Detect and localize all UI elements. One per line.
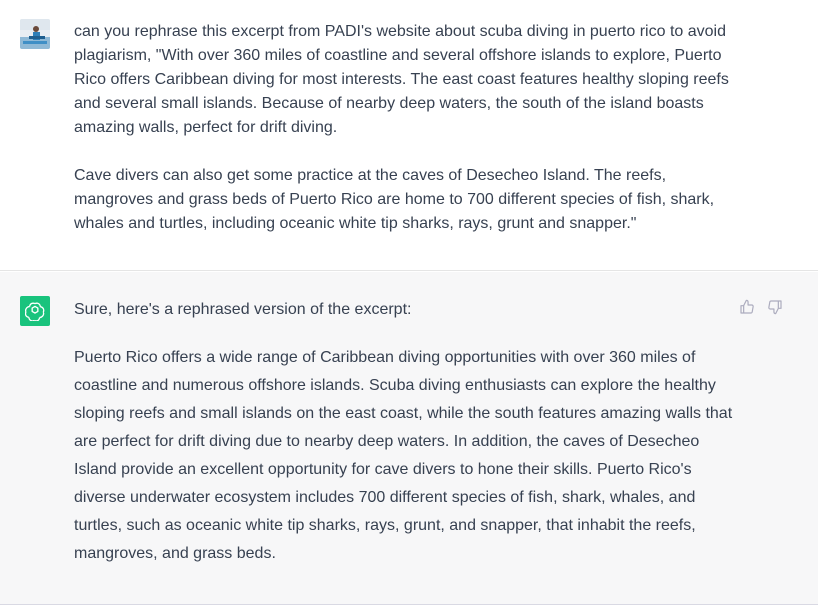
assistant-response-text: Puerto Rico offers a wide range of Caribbean diving opportunities with over 360 miles of coastline and numerous offshore islands. Scuba diving enthusiasts can explore the healthy sloping reefs and small islands on the east coast, while the south features amazing walls that are perfect for drift diving due to nearby deep waters. In addition, the caves of Desecheo Island provide an excellent opportunity for cave divers to hone their skills. Puerto Rico's diverse underwater ecosystem includes 700 different species of fish, shark, whales, and turtles, such as oceanic white tip sharks, rays, grunt, and snapper, that inhabit the reefs, mangroves, and grass beds. [74, 349, 733, 562]
assistant-message-row [0, 272, 818, 605]
user-message-paragraph: Cave divers can also get some practice at the caves of Desecheo Island. The reefs, mangroves and grass beds of Puerto Rico are home to 700 different species of fish, shark, whales and turtles, including oceanic white tip sharks, rays, grunt and snapper." [74, 167, 715, 232]
assistant-intro-text: Sure, here's a rephrased version of the excerpt: [74, 301, 412, 318]
user-message-row [0, 0, 818, 271]
openai-logo-icon [25, 301, 45, 321]
assistant-avatar [20, 296, 50, 326]
thumbs-down-icon [767, 299, 783, 315]
thumbs-up-icon [739, 299, 755, 315]
user-avatar-photo [20, 19, 50, 49]
user-message-text [74, 20, 734, 236]
thumbs-up-button[interactable] [738, 298, 756, 316]
thumbs-down-button[interactable] [766, 298, 784, 316]
user-message-paragraph: can you rephrase this excerpt from PADI's website about scuba diving in puerto rico to avoid plagiarism, "With over 360 miles of coastline and several offshore islands to explore, Puerto Rico offers Caribbean diving for most interests. The east coast features healthy sloping reefs and several small islands. Because of nearby deep waters, the south of the island boasts amazing walls, perfect for drift diving. [74, 23, 729, 136]
user-avatar [20, 19, 50, 49]
